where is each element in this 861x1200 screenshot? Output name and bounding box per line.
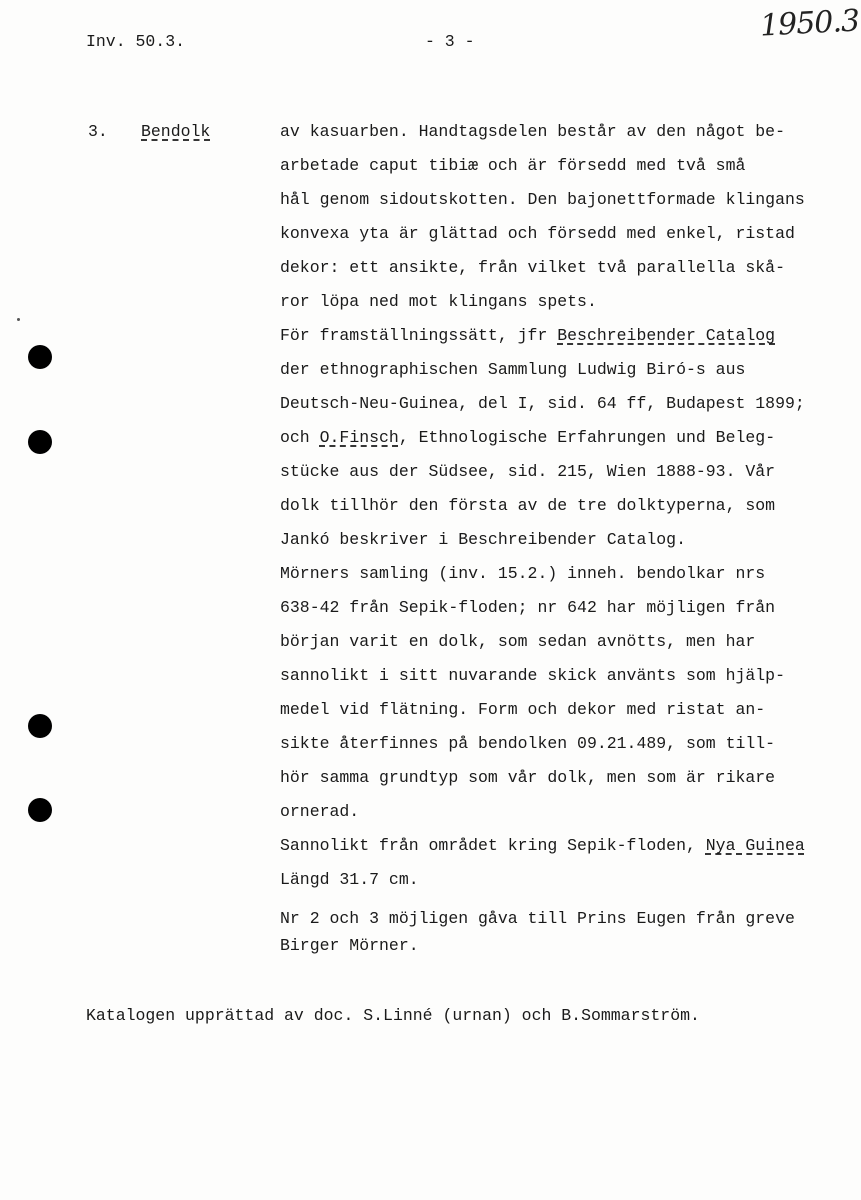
- punch-hole-4: [28, 798, 52, 822]
- text-segment: ror löpa ned mot klingans spets.: [280, 292, 597, 311]
- page-number: - 3 -: [425, 32, 475, 51]
- text-line: [280, 292, 850, 326]
- text-segment: sannolikt i sitt nuvarande skick använts som hjälp-: [280, 666, 785, 685]
- note-line: Birger Mörner.: [280, 936, 419, 955]
- text-segment: av kasuarben. Handtagsdelen består av den något be-: [280, 122, 785, 141]
- handwritten-number: 1950.3: [759, 3, 860, 44]
- text-line: [280, 428, 850, 462]
- text-line: [280, 122, 850, 156]
- note-lines: [280, 909, 850, 963]
- text-segment: Deutsch-Neu-Guinea, del I, sid. 64 ff, Budapest 1899;: [280, 394, 805, 413]
- text-line: [280, 462, 850, 496]
- text-segment: För framställningssätt, jfr: [280, 326, 558, 345]
- text-segment: början varit en dolk, som sedan avnötts, men har: [280, 632, 756, 651]
- text-segment: stücke aus der Südsee, sid. 215, Wien 1888-93. Vår: [280, 462, 776, 481]
- inventory-number: Inv. 50.3.: [86, 32, 186, 51]
- entry-name: Bendolk: [141, 122, 211, 141]
- text-line: [280, 190, 850, 224]
- catalog-footer: Katalogen upprättad av doc. S.Linné (urnan) och B.Sommarström.: [86, 1006, 700, 1025]
- text-segment: dolk tillhör den första av de tre dolktyperna, som: [280, 496, 776, 515]
- text-segment: dekor: ett ansikte, från vilket två parallella skå-: [280, 258, 785, 277]
- punch-hole-2: [28, 430, 52, 454]
- text-line: [280, 802, 850, 836]
- text-segment: Sannolikt från området kring Sepik-floden,: [280, 836, 706, 855]
- text-line: [280, 326, 850, 360]
- text-segment: 638-42 från Sepik-floden; nr 642 har möjligen från: [280, 598, 776, 617]
- text-line: [280, 156, 850, 190]
- text-segment: hör samma grundtyp som vår dolk, men som är rikare: [280, 768, 776, 787]
- text-line: [280, 836, 850, 870]
- note-line: Nr 2 och 3 möjligen gåva till Prins Eugen från greve: [280, 909, 795, 928]
- text-segment: ornerad.: [280, 802, 360, 821]
- text-segment: , Ethnologische Erfahrungen und Beleg-: [398, 428, 776, 447]
- entry-description: [280, 122, 850, 963]
- text-line: [280, 394, 850, 428]
- underlined-reference: Beschreibender Catalog: [557, 326, 776, 345]
- text-segment: Mörners samling (inv. 15.2.) inneh. bendolkar nrs: [280, 564, 766, 583]
- text-line: [280, 768, 850, 802]
- text-line: [280, 598, 850, 632]
- text-segment: sikte återfinnes på bendolken 09.21.489, som till-: [280, 734, 776, 753]
- description-lines: [280, 122, 850, 904]
- text-line: [280, 870, 850, 904]
- underlined-reference: Nya Guinea: [705, 836, 805, 855]
- speck-mark: [17, 318, 20, 321]
- text-segment: konvexa yta är glättad och försedd med enkel, ristad: [280, 224, 795, 243]
- punch-hole-1: [28, 345, 52, 369]
- text-line: [280, 734, 850, 768]
- text-line: [280, 564, 850, 598]
- text-line: [280, 700, 850, 734]
- text-segment: Längd 31.7 cm.: [280, 870, 419, 889]
- entry-number: 3.: [88, 122, 108, 141]
- underlined-reference: O.Finsch: [319, 428, 399, 447]
- text-segment: Jankó beskriver i Beschreibender Catalog.: [280, 530, 686, 549]
- text-line: [280, 530, 850, 564]
- text-line: [280, 258, 850, 292]
- text-segment: medel vid flätning. Form och dekor med ristat an-: [280, 700, 766, 719]
- text-segment: der ethnographischen Sammlung Ludwig Biró-s aus: [280, 360, 746, 379]
- text-segment: och: [280, 428, 320, 447]
- punch-hole-3: [28, 714, 52, 738]
- text-line: [280, 360, 850, 394]
- text-line: [280, 632, 850, 666]
- text-line: [280, 224, 850, 258]
- text-line: [280, 666, 850, 700]
- text-segment: hål genom sidoutskotten. Den bajonettformade klingans: [280, 190, 805, 209]
- text-segment: arbetade caput tibiæ och är försedd med två små: [280, 156, 746, 175]
- text-line: [280, 496, 850, 530]
